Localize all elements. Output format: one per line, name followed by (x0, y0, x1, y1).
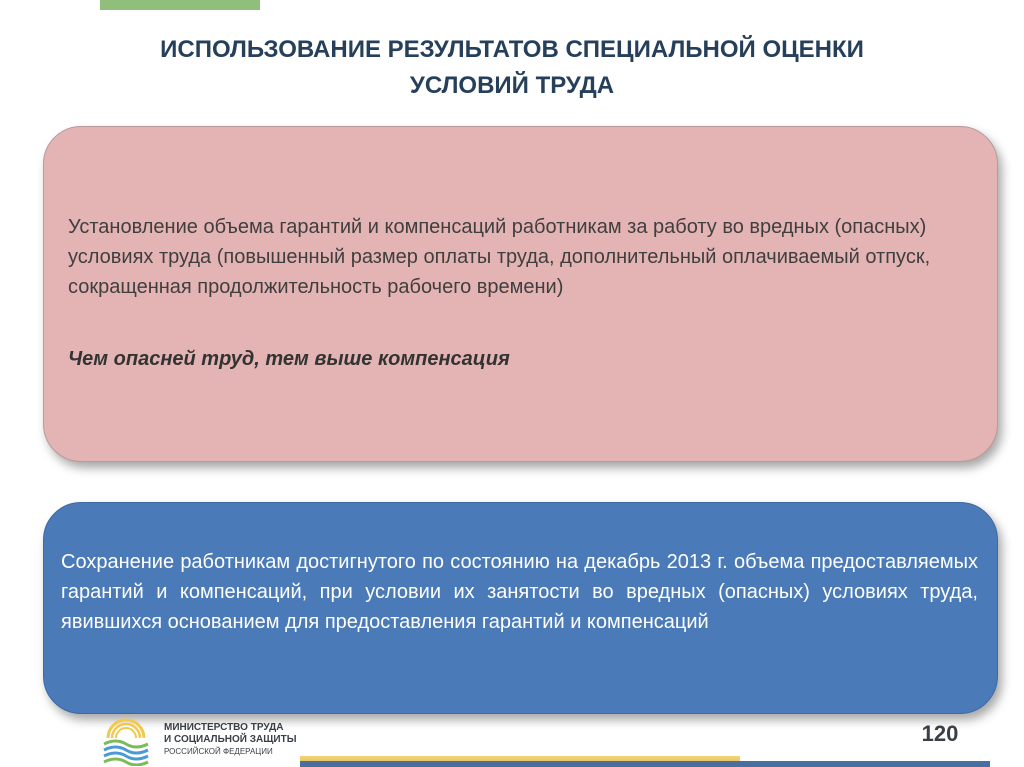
pink-box-emphasis: Чем опасней труд, тем выше компенсация (68, 348, 510, 370)
page-number: 120 (921, 721, 959, 746)
ministry-logo-icon (102, 714, 150, 766)
slide-title (60, 32, 964, 104)
top-accent-bar (100, 0, 260, 10)
slide-title-line2: УСЛОВИЙ ТРУДА (409, 72, 615, 99)
ministry-name (164, 722, 314, 758)
ministry-line3: РОССИЙСКОЙ ФЕДЕРАЦИИ (164, 747, 273, 756)
slide-title-line1: ИСПОЛЬЗОВАНИЕ РЕЗУЛЬТАТОВ СПЕЦИАЛЬНОЙ ОЦЕНКИ (160, 36, 864, 63)
ministry-line1: МИНИСТЕРСТВО ТРУДА (164, 722, 284, 733)
bottom-blue-bar (300, 761, 990, 767)
pink-box-text: Установление объема гарантий и компенсаций работникам за работу во вредных (опасных) условиях труда (повышенный размер оплаты труда, дополнительный оплачиваемый отпуск, сокращенная продолжительность рабочего времени) (68, 216, 931, 298)
blue-box-text: Сохранение работникам достигнутого по состоянию на декабрь 2013 г. объема предоставляемых гарантий и компенсаций, при условии их занятости во вредных (опасных) условиях труда, явившихся основанием для предоставления гарантий и компенсаций (61, 551, 978, 633)
ministry-line2: И СОЦИАЛЬНОЙ ЗАЩИТЫ (164, 734, 297, 745)
